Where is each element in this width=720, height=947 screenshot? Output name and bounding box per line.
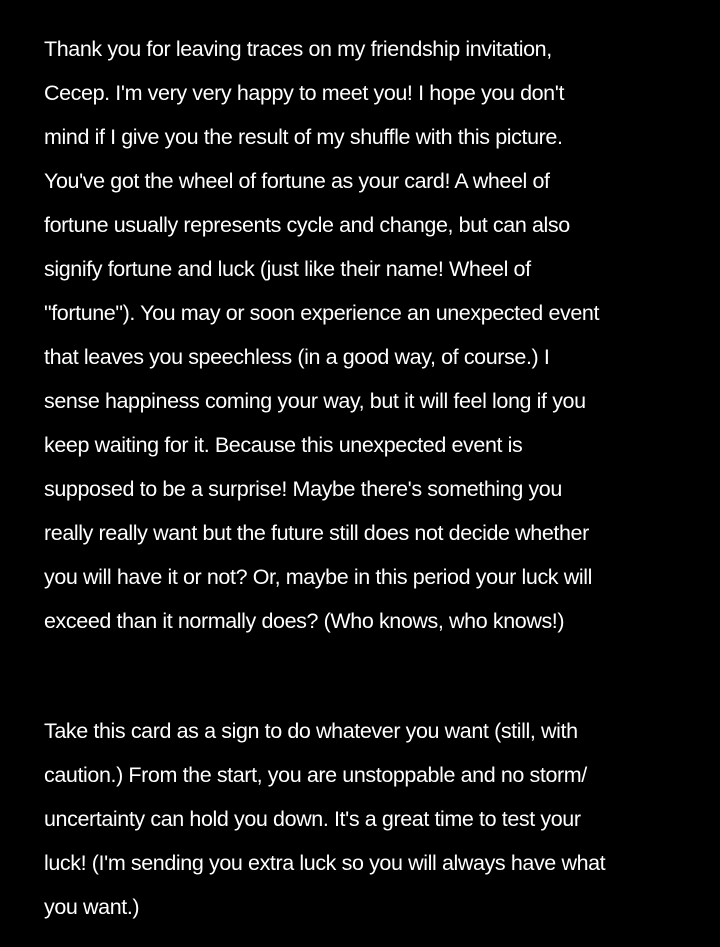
text-line: supposed to be a surprise! Maybe there's something you	[44, 477, 562, 501]
text-line: exceed than it normally does? (Who knows, who knows!)	[44, 609, 565, 633]
text-line: caution.) From the start, you are unstoppable and no storm/	[44, 763, 587, 787]
text-line: Cecep. I'm very very happy to meet you! I hope you don't	[44, 81, 565, 105]
text-line: luck! (I'm sending you extra luck so you will always have what	[44, 851, 606, 875]
text-line: uncertainty can hold you down. It's a great time to test your	[44, 807, 581, 831]
text-line: sense happiness coming your way, but it will feel long if you	[44, 389, 586, 413]
text-line: Take this card as a sign to do whatever you want (still, with	[44, 719, 578, 743]
text-line: really really want but the future still does not decide whether	[44, 521, 589, 545]
text-line: keep waiting for it. Because this unexpected event is	[44, 433, 523, 457]
text-line: you will have it or not? Or, maybe in this period your luck will	[44, 565, 592, 589]
text-line: fortune usually represents cycle and change, but can also	[44, 213, 570, 237]
text-line: You've got the wheel of fortune as your card! A wheel of	[44, 169, 550, 193]
text-line: you want.)	[44, 895, 140, 919]
text-line: "fortune"). You may or soon experience an unexpected event	[44, 301, 600, 325]
text-line: signify fortune and luck (just like their name! Wheel of	[44, 257, 531, 281]
text-line: Thank you for leaving traces on my friendship invitation,	[44, 37, 552, 61]
text-line: that leaves you speechless (in a good way, of course.) I	[44, 345, 550, 369]
text-line: mind if I give you the result of my shuffle with this picture.	[44, 125, 563, 149]
